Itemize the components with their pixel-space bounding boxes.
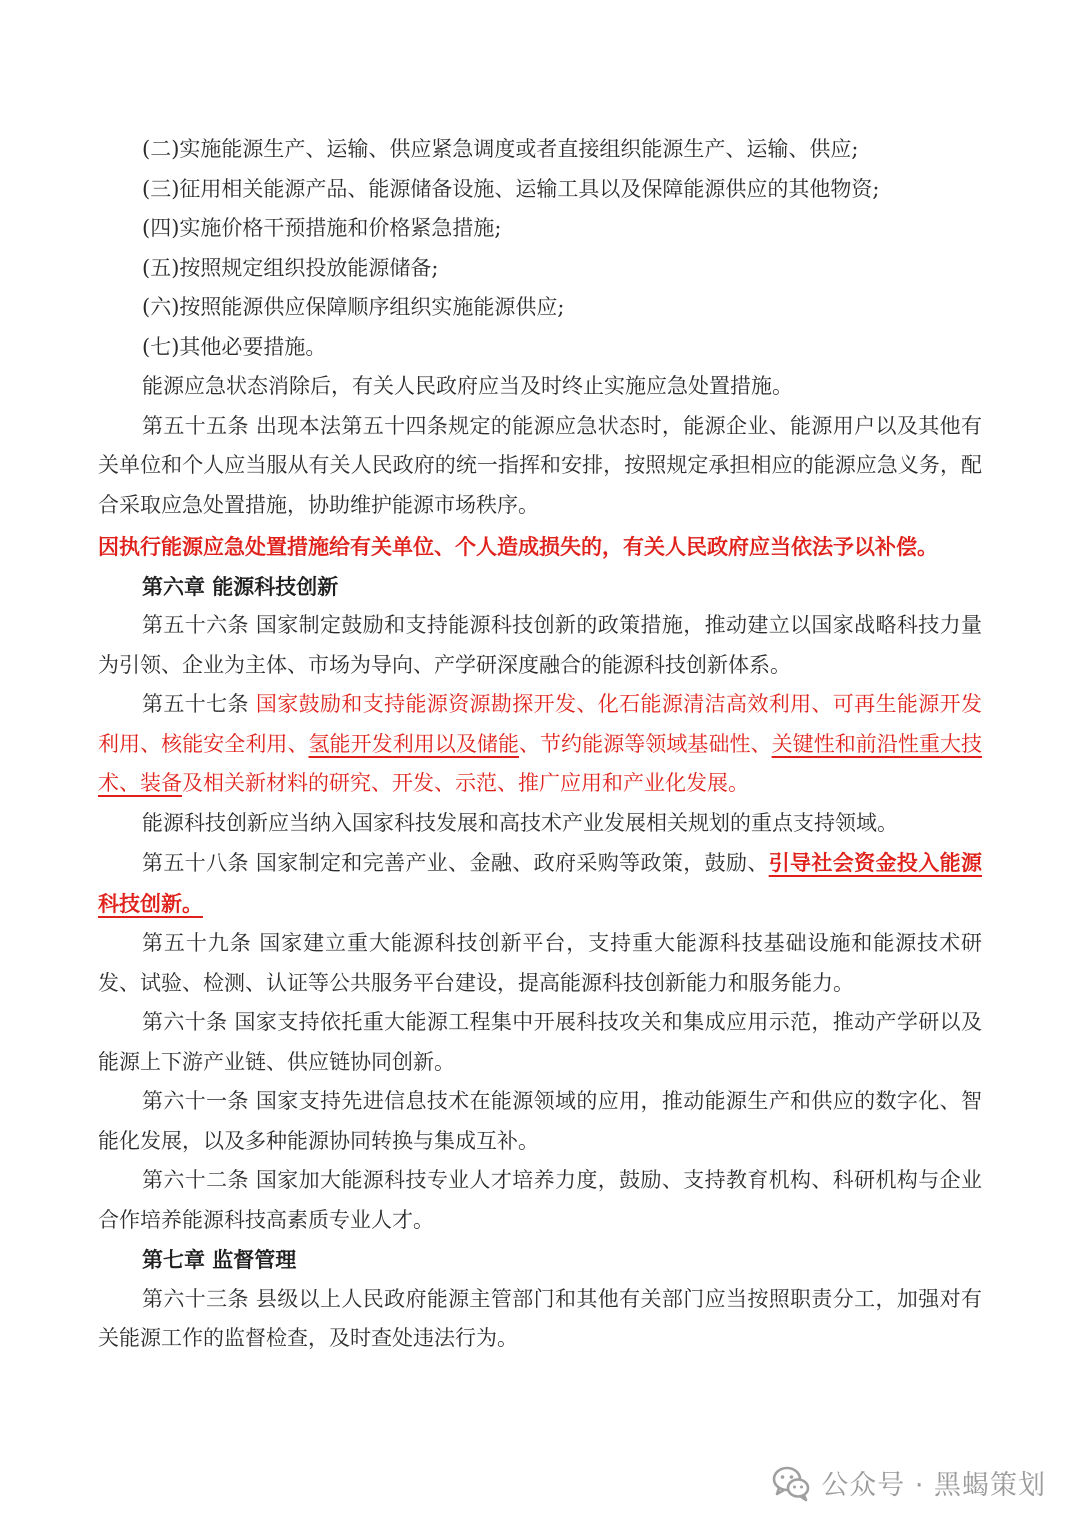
- article-63: 第六十三条 县级以上人民政府能源主管部门和其他有关部门应当按照职责分工，加强对有关能源工作的监督检查，及时查处违法行为。: [98, 1286, 982, 1350]
- article-58-underline: 引导社会资金投入能源科技创新。: [98, 850, 982, 916]
- paragraph: 能源应急状态消除后，有关人民政府应当及时终止实施应急处置措施。: [142, 374, 793, 398]
- wechat-icon: [771, 1462, 811, 1502]
- article-55: 第五十五条 出现本法第五十四条规定的能源应急状态时，能源企业、能源用户以及其他有关单位和个人应当服从有关人民政府的统一指挥和安排，按照规定承担相应的能源应急义务，配合采取应急处置措施，协助维护能源市场秩序。: [98, 413, 982, 517]
- article-57-red-1: 国家鼓励和支持能源资源勘探开发、化石能源清洁高效利用、可再生能源开发利用、核能安全利用、: [98, 692, 982, 756]
- watermark: [771, 1462, 1046, 1502]
- article-56: 第五十六条 国家制定鼓励和支持能源科技创新的政策措施，推动建立以国家战略科技力量为引领、企业为主体、市场为导向、产学研深度融合的能源科技创新体系。: [98, 613, 982, 677]
- watermark-text: 公众号 · 黑蝎策划: [821, 1469, 1046, 1501]
- list-item: (七)其他必要措施。: [142, 334, 327, 359]
- article-61: 第六十一条 国家支持先进信息技术在能源领域的应用，推动能源生产和供应的数字化、智能化发展，以及多种能源协同转换与集成互补。: [98, 1089, 982, 1153]
- list-item: (六)按照能源供应保障顺序组织实施能源供应;: [142, 295, 565, 319]
- article-58-prefix: 第五十八条 国家制定和完善产业、金融、政府采购等政策，鼓励、: [142, 851, 769, 875]
- chapter-6-heading: 第六章 能源科技创新: [142, 573, 339, 599]
- article-57-underline-1: 氢能开发利用以及储能: [308, 731, 519, 756]
- article-57-red-2: 、节约能源等领域基础性、: [519, 731, 772, 756]
- article-62: 第六十二条 国家加大能源科技专业人才培养力度，鼓励、支持教育机构、科研机构与企业合作培养能源科技高素质专业人才。: [98, 1168, 982, 1232]
- list-item: (三)征用相关能源产品、能源储备设施、运输工具以及保障能源供应的其他物资;: [142, 176, 880, 201]
- article-58: [98, 843, 982, 924]
- article-57-underline-2: 关键性和前沿性重大技术、装备: [98, 731, 983, 795]
- article-57-prefix: 第五十七条: [142, 692, 256, 716]
- list-item: (二)实施能源生产、运输、供应紧急调度或者直接组织能源生产、运输、供应;: [142, 137, 859, 161]
- article-57: [98, 685, 982, 804]
- article-57-paragraph-2: 能源科技创新应当纳入国家科技发展和高技术产业发展相关规划的重点支持领域。: [142, 810, 898, 835]
- list-item: (四)实施价格干预措施和价格紧急措施;: [142, 216, 502, 240]
- list-item: (五)按照规定组织投放能源储备;: [142, 255, 439, 280]
- article-60: 第六十条 国家支持依托重大能源工程集中开展科技攻关和集成应用示范，推动产学研以及能源上下游产业链、供应链协同创新。: [98, 1010, 982, 1074]
- article-55-compensation: 因执行能源应急处置措施给有关单位、个人造成损失的，有关人民政府应当依法予以补偿。: [98, 534, 938, 559]
- document-body: [98, 130, 982, 1359]
- article-59: 第五十九条 国家建立重大能源科技创新平台，支持重大能源科技基础设施和能源技术研发、试验、检测、认证等公共服务平台建设，提高能源科技创新能力和服务能力。: [98, 931, 982, 995]
- article-57-red-3: 及相关新材料的研究、开发、示范、推广应用和产业化发展。: [182, 771, 749, 795]
- chapter-7-heading: 第七章 监督管理: [142, 1247, 297, 1272]
